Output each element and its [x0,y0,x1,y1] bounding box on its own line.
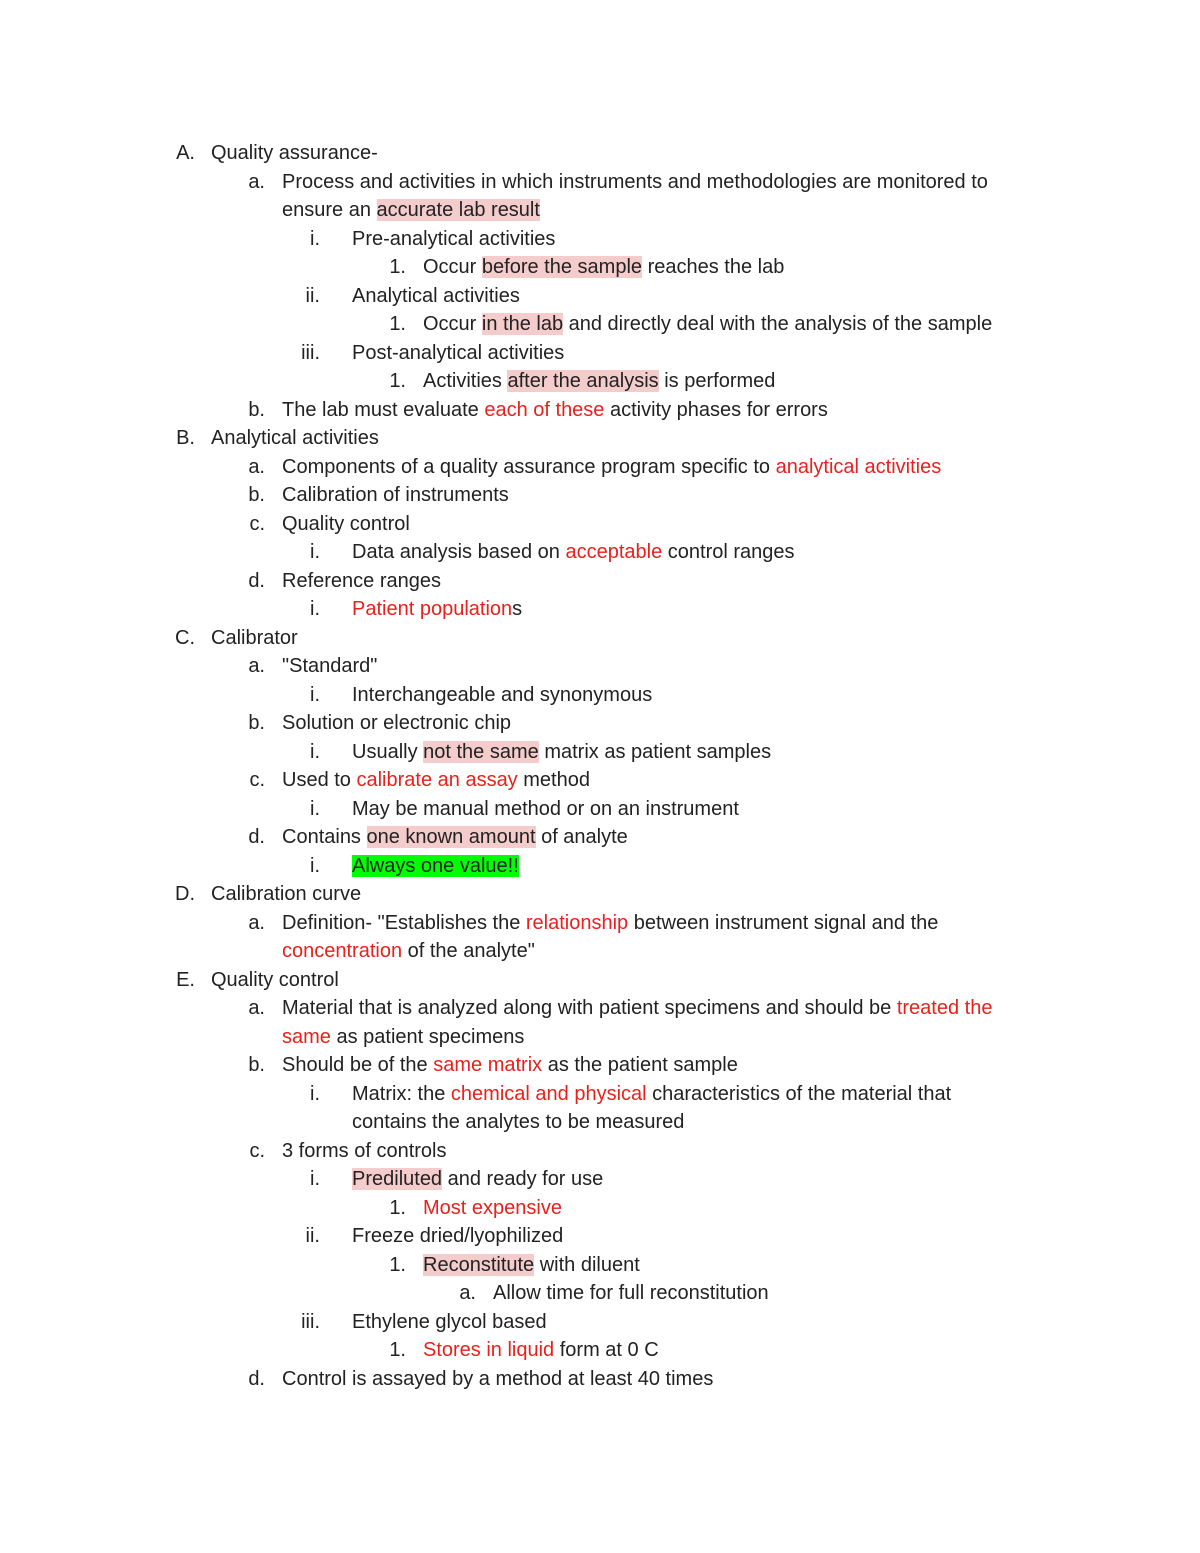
outline-line [0,196,1200,225]
list-marker: i. [310,854,320,877]
line-text [352,225,555,254]
text-segment: Analytical activities [352,284,520,307]
outline-line [0,139,1200,168]
list-marker: 1. [389,1196,406,1219]
line-text [493,1279,769,1308]
highlighted-text: one known amount [366,826,536,848]
text-segment: The lab must evaluate [282,398,485,421]
text-segment: of the analyte" [402,940,535,962]
outline-line [0,510,1200,539]
outline-line [0,538,1200,567]
text-segment: as the patient sample [542,1054,738,1076]
outline-line [0,795,1200,824]
line-text [282,1051,738,1080]
outline-line [0,709,1200,738]
text-segment: method [517,769,590,791]
line-text [352,1222,563,1251]
outline-line [0,1365,1200,1394]
outline-line [0,880,1200,909]
list-marker: i. [310,541,320,563]
list-marker: d. [248,826,265,848]
outline-line [0,424,1200,453]
list-marker: ii. [305,1225,320,1247]
text-segment: Occur [423,256,482,278]
list-marker: 1. [389,313,406,335]
outline-line [0,1051,1200,1080]
text-segment: characteristics of the material that [646,1082,952,1105]
text-segment: and directly deal with the analysis of the sample [563,313,993,335]
outline-line [0,1137,1200,1166]
line-text [352,738,771,767]
list-marker: i. [310,740,320,763]
list-marker: 1. [389,1339,406,1361]
outline-line [0,481,1200,510]
highlighted-text: after the analysis [507,370,659,392]
text-segment: Allow time for full reconstitution [493,1282,769,1304]
outline-line [0,1279,1200,1308]
text-segment: Usually [352,740,424,763]
line-text [282,567,441,596]
list-marker: iii. [301,341,320,364]
text-segment: Occur [423,313,482,335]
text-segment: Post-analytical activities [352,341,565,364]
list-marker: i. [310,227,320,250]
outline-line [0,367,1200,396]
emphasis-red-text: relationship [525,911,629,934]
text-segment: Calibration of instruments [282,484,509,506]
line-text [211,966,339,995]
line-text [211,880,361,909]
outline-line [0,738,1200,767]
text-segment: Interchangeable and synonymous [352,683,653,706]
list-marker: E. [176,968,195,991]
text-segment: "Standard" [282,655,378,677]
text-segment: Quality control [282,512,410,535]
list-marker: D. [175,883,195,905]
list-marker: i. [310,683,320,706]
line-text [282,481,509,510]
text-segment: of analyte [535,826,628,848]
list-marker: i. [310,1082,320,1105]
list-marker: b. [248,398,265,421]
list-marker: i. [310,598,320,620]
text-segment: as patient specimens [330,1025,525,1048]
line-text [282,823,628,852]
outline-line [0,339,1200,368]
text-segment: Matrix: the [352,1082,451,1105]
line-text [423,253,784,282]
text-segment: contains the analytes to be measured [352,1111,685,1133]
outline-line [0,823,1200,852]
highlighted-text: not the same [423,740,539,763]
list-marker: c. [249,1139,265,1162]
text-segment: Freeze dried/lyophilized [352,1225,564,1247]
outline-line [0,253,1200,282]
emphasis-red-text: Most expensive [423,1196,562,1219]
outline-line [0,966,1200,995]
list-marker: a. [459,1282,476,1304]
text-segment: Should be of the [282,1054,434,1076]
highlighted-text: before the sample [481,256,643,278]
line-text [352,681,652,710]
text-segment: Calibrator [211,626,298,649]
outline-line [0,1023,1200,1052]
outline-line [0,1336,1200,1365]
outline-line [0,1165,1200,1194]
highlighted-text: Prediluted [352,1168,443,1190]
emphasis-red-text: calibrate an assay [356,769,518,791]
text-segment: reaches the lab [642,256,785,278]
line-text [282,1365,713,1394]
text-segment: Components of a quality assurance program specific to [282,455,776,478]
text-segment: matrix as patient samples [538,740,772,763]
outline-line [0,624,1200,653]
text-segment: Activities [423,370,508,392]
outline-line [0,1251,1200,1280]
outline-line [0,766,1200,795]
emphasis-red-text: same [282,1025,331,1048]
line-text [282,766,590,795]
list-marker: a. [248,455,265,478]
line-text [352,1080,951,1109]
text-segment: May be manual method or on an instrument [352,797,739,820]
list-marker: b. [248,712,265,734]
line-text [423,1336,659,1365]
emphasis-red-text: treated the [896,997,993,1019]
highlighted-text: accurate lab result [376,199,540,221]
list-marker: b. [248,1054,265,1076]
text-segment: Analytical activities [211,427,379,449]
emphasis-red-text: same matrix [433,1054,543,1076]
emphasis-red-text: Patient population [352,598,513,620]
text-segment: Solution or electronic chip [282,712,512,734]
list-marker: C. [175,626,195,649]
list-marker: a. [248,170,265,193]
line-text [282,709,511,738]
text-segment: form at 0 C [554,1339,659,1361]
list-marker: iii. [301,1310,320,1333]
line-text [211,624,298,653]
text-segment: and ready for use [442,1168,604,1190]
outline-line [0,681,1200,710]
text-segment: Material that is analyzed along with patient specimens and should be [282,997,897,1019]
list-marker: a. [248,997,265,1019]
list-marker: 1. [389,256,406,278]
outline-line [0,1222,1200,1251]
text-segment: Pre-analytical activities [352,227,556,250]
line-text [282,1023,524,1052]
emphasis-red-text: analytical activities [775,455,942,478]
text-segment: activity phases for errors [604,398,828,421]
outline-line [0,1194,1200,1223]
line-text [282,510,410,539]
outline-line [0,937,1200,966]
line-text [282,453,941,482]
line-text [352,339,564,368]
text-segment: 3 forms of controls [282,1139,447,1162]
line-text [282,168,988,197]
list-marker: i. [310,1168,320,1190]
outline-line [0,310,1200,339]
outline-notes [0,139,1200,1393]
text-segment: Process and activities in which instruments and methodologies are monitored to [282,170,988,193]
emphasis-red-text: Stores in liquid [423,1339,555,1361]
list-marker: 1. [389,1253,406,1276]
line-text [352,282,520,311]
text-segment: control ranges [662,541,795,563]
list-marker: B. [176,427,195,449]
list-marker: A. [176,142,195,164]
line-text [282,994,992,1023]
line-text [282,196,540,225]
emphasis-red-text: concentration [282,940,403,962]
line-text [352,538,795,567]
emphasis-red-text: chemical and physical [450,1082,647,1105]
outline-line [0,225,1200,254]
line-text [352,595,522,624]
text-segment: Definition- "Establishes the [282,911,526,934]
text-segment: Reference ranges [282,569,441,592]
text-segment: is performed [658,370,776,392]
outline-line [0,453,1200,482]
outline-line [0,567,1200,596]
text-segment: between instrument signal and the [628,911,939,934]
text-segment: Data analysis based on [352,541,566,563]
text-segment: Ethylene glycol based [352,1310,547,1333]
outline-line [0,595,1200,624]
line-text [352,1308,547,1337]
line-text [282,652,377,681]
outline-line [0,909,1200,938]
line-text [423,1251,640,1280]
line-text [282,909,938,938]
outline-line [0,994,1200,1023]
text-segment: Quality assurance- [211,142,378,164]
line-text [423,1194,562,1223]
outline-line [0,396,1200,425]
line-text [282,396,828,425]
list-marker: a. [248,911,265,934]
text-segment: Control is assayed by a method at least 40 times [282,1367,714,1390]
outline-line [0,168,1200,197]
line-text [423,367,775,396]
line-text [352,795,739,824]
outline-line [0,652,1200,681]
text-segment: s [512,598,523,620]
list-marker: a. [248,655,265,677]
emphasis-red-text: each of these [484,398,605,421]
outline-line [0,282,1200,311]
highlighted-text: in the lab [481,313,564,335]
text-segment: Quality control [211,968,339,991]
outline-line [0,852,1200,881]
green-highlighted-text: Always one value!! [352,854,519,877]
highlighted-text: Reconstitute [423,1253,535,1276]
outline-line [0,1308,1200,1337]
list-marker: ii. [305,284,320,307]
text-segment: with diluent [534,1253,640,1276]
list-marker: d. [248,1367,265,1390]
outline-line [0,1080,1200,1109]
outline-line [0,1108,1200,1137]
list-marker: i. [310,797,320,820]
line-text [211,424,379,453]
text-segment: ensure an [282,199,377,221]
line-text [352,852,519,881]
text-segment: Contains [282,826,367,848]
line-text [423,310,992,339]
text-segment: Calibration curve [211,883,362,905]
list-marker: c. [249,512,265,535]
emphasis-red-text: acceptable [565,541,663,563]
line-text [211,139,378,168]
list-marker: c. [249,769,265,791]
text-segment: Used to [282,769,357,791]
line-text [352,1108,684,1137]
list-marker: 1. [389,370,406,392]
list-marker: b. [248,484,265,506]
line-text [282,1137,447,1166]
line-text [282,937,535,966]
list-marker: d. [248,569,265,592]
line-text [352,1165,603,1194]
